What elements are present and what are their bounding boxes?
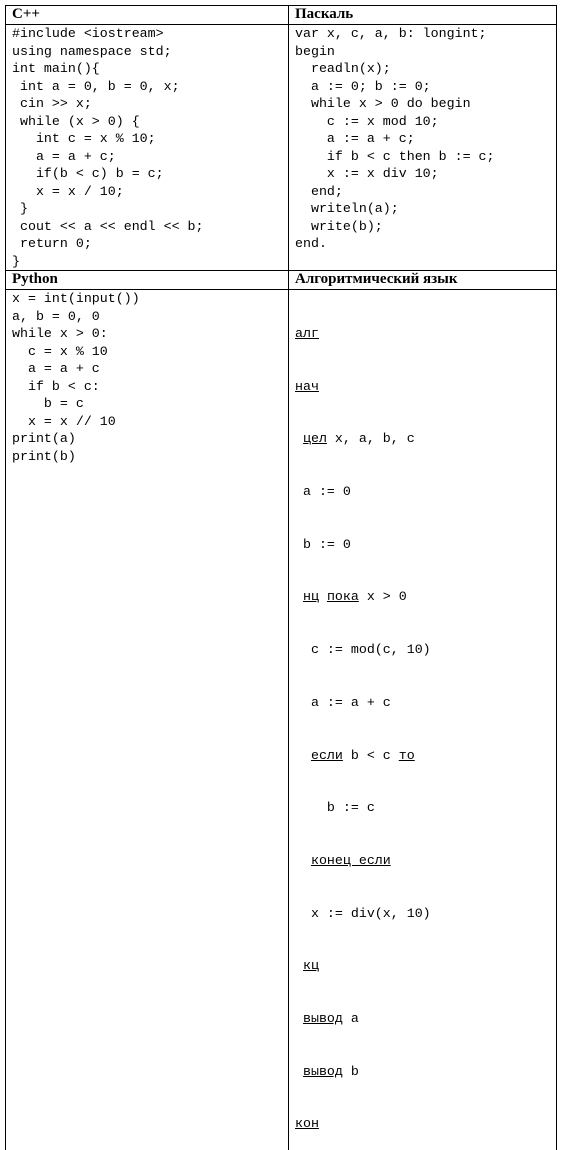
cpp-code-line: int c = x % 10; <box>12 130 288 148</box>
algo-decl-vars: x, a, b, c <box>327 431 415 446</box>
algo-out-b-var: b <box>343 1064 359 1079</box>
python-code-line: a, b = 0, 0 <box>12 308 288 326</box>
cpp-code-line: using namespace std; <box>12 43 288 61</box>
algo-kw-cel: цел <box>303 431 327 446</box>
algo-line-out-a <box>295 1010 556 1028</box>
algo-kw-kc: кц <box>303 958 319 973</box>
python-code <box>12 290 288 465</box>
pascal-code-line: var x, c, a, b: longint; <box>295 25 556 43</box>
cpp-code-line: cout << a << endl << b; <box>12 218 288 236</box>
algo-loop-cond: x > 0 <box>359 589 407 604</box>
python-code-line: print(b) <box>12 448 288 466</box>
algo-kw-vyvod-a: вывод <box>303 1011 343 1026</box>
algo-kw-esli: если <box>311 748 343 763</box>
cpp-header: C++ <box>6 6 289 25</box>
pascal-code-line: a := a + c; <box>295 130 556 148</box>
cpp-code-line: while (x > 0) { <box>12 113 288 131</box>
python-code-line: print(a) <box>12 430 288 448</box>
pascal-code-line: x := x div 10; <box>295 165 556 183</box>
pascal-code-line: while x > 0 do begin <box>295 95 556 113</box>
algo-kw-to: то <box>399 748 415 763</box>
cpp-code-line: } <box>12 200 288 218</box>
pascal-code-line: write(b); <box>295 218 556 236</box>
python-code-line: x = int(input()) <box>12 290 288 308</box>
python-code-line: if b < c: <box>12 378 288 396</box>
cpp-code-line: int a = 0, b = 0, x; <box>12 78 288 96</box>
pascal-code-line: if b < c then b := c; <box>295 148 556 166</box>
algo-line-b-c: b := c <box>295 799 556 817</box>
python-header: Python <box>6 271 289 290</box>
algo-line-kc <box>295 957 556 975</box>
python-code-line: c = x % 10 <box>12 343 288 361</box>
algo-line-alg <box>295 325 556 343</box>
code-row-bottom <box>6 290 557 1150</box>
pascal-code-line: end; <box>295 183 556 201</box>
cpp-code-line: if(b < c) b = c; <box>12 165 288 183</box>
algo-kw-konec-esli: конец если <box>311 853 391 868</box>
pascal-code-line: writeln(a); <box>295 200 556 218</box>
algo-line-nach <box>295 378 556 396</box>
python-code-line: while x > 0: <box>12 325 288 343</box>
algo-line-b0: b := 0 <box>295 536 556 554</box>
cpp-code-line: #include <iostream> <box>12 25 288 43</box>
python-code-line: b = c <box>12 395 288 413</box>
algo-kw-kon: кон <box>295 1116 319 1131</box>
algo-line-loop <box>295 588 556 606</box>
header-row-top <box>6 6 557 25</box>
algo-line-x-div: x := div(x, 10) <box>295 905 556 923</box>
python-code-cell <box>6 290 289 1150</box>
algo-line-endif <box>295 852 556 870</box>
header-row-bottom <box>6 271 557 290</box>
pascal-code-cell <box>289 25 557 271</box>
cpp-code-line: a = a + c; <box>12 148 288 166</box>
algo-header: Алгоритмический язык <box>289 271 557 290</box>
code-row-top <box>6 25 557 271</box>
python-code-line: x = x // 10 <box>12 413 288 431</box>
algo-kw-vyvod-b: вывод <box>303 1064 343 1079</box>
pascal-header: Паскаль <box>289 6 557 25</box>
algo-out-a-var: a <box>343 1011 359 1026</box>
algo-line-decl <box>295 430 556 448</box>
algo-line-out-b <box>295 1063 556 1081</box>
algo-kw-poka: пока <box>327 589 359 604</box>
algo-if-cond: b < c <box>343 748 399 763</box>
python-code-line: a = a + c <box>12 360 288 378</box>
algo-line-kon <box>295 1115 556 1133</box>
algo-kw-nach: нач <box>295 379 319 394</box>
cpp-code-cell <box>6 25 289 271</box>
pascal-code-line: a := 0; b := 0; <box>295 78 556 96</box>
pascal-code-line: readln(x); <box>295 60 556 78</box>
cpp-code-line: cin >> x; <box>12 95 288 113</box>
algo-line-if <box>295 747 556 765</box>
cpp-code-line: } <box>12 253 288 271</box>
cpp-code <box>12 25 288 270</box>
algo-line-a-sum: a := a + c <box>295 694 556 712</box>
pascal-code-line: c := x mod 10; <box>295 113 556 131</box>
pascal-code-line: begin <box>295 43 556 61</box>
code-comparison-table <box>5 5 557 1150</box>
algo-kw-alg: алг <box>295 326 319 341</box>
cpp-code-line: int main(){ <box>12 60 288 78</box>
pascal-code-line: end. <box>295 235 556 253</box>
algo-indent <box>295 589 303 604</box>
cpp-code-line: return 0; <box>12 235 288 253</box>
cpp-code-line: x = x / 10; <box>12 183 288 201</box>
algo-kw-nc: нц <box>303 589 319 604</box>
algo-code <box>295 290 556 1150</box>
algo-code-cell <box>289 290 557 1150</box>
algo-line-c-mod: c := mod(c, 10) <box>295 641 556 659</box>
algo-line-a0: a := 0 <box>295 483 556 501</box>
pascal-code <box>295 25 556 253</box>
